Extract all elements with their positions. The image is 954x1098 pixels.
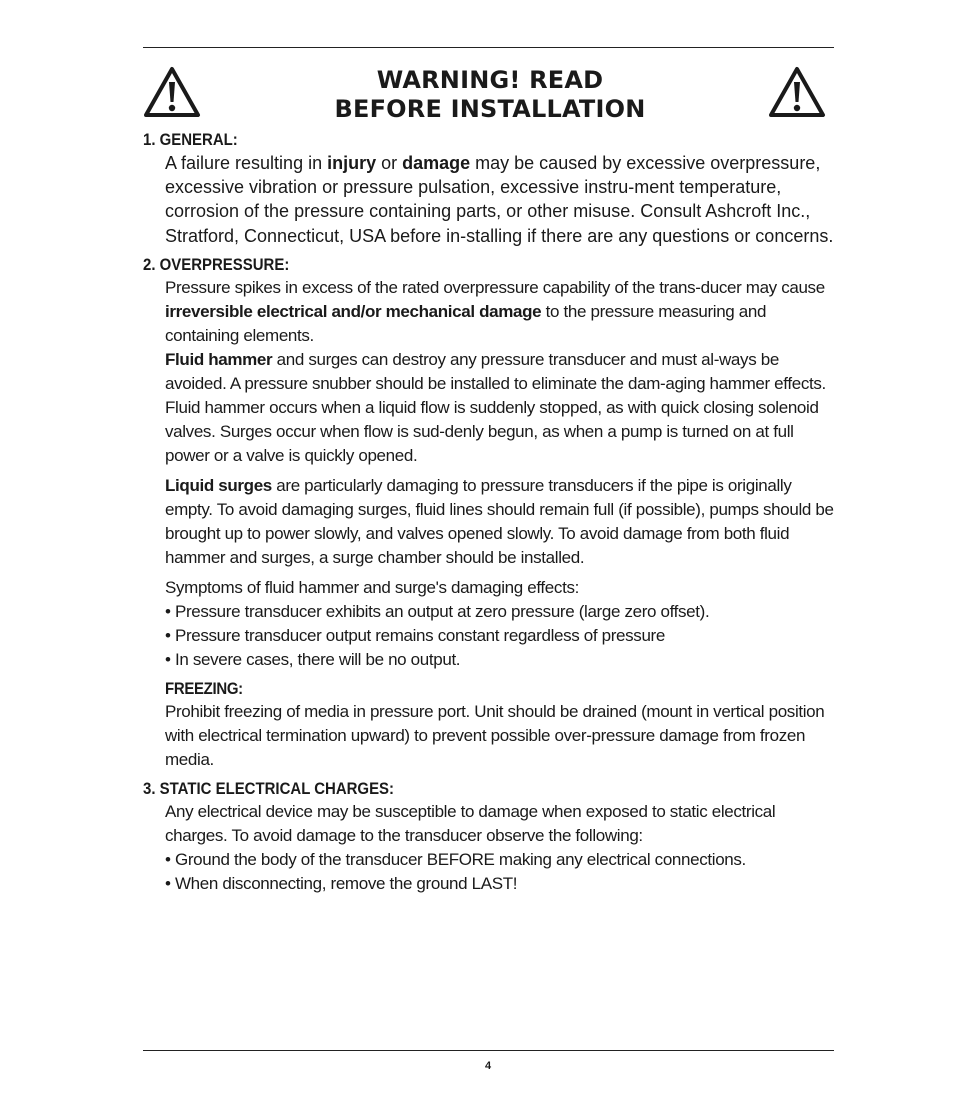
fluid-hammer-paragraph — [165, 348, 838, 468]
section-body-static — [165, 800, 838, 896]
symptom-bullet: • In severe cases, there will be no output. — [165, 649, 461, 669]
bold-damage: damage — [402, 153, 471, 173]
page-title — [240, 66, 740, 124]
static-paragraph: Any electrical device may be susceptible to damage when exposed to static electrical charges. To avoid damage to the transducer observe the following: — [165, 801, 776, 845]
bold-irreversible-damage: irreversible electrical and/or mechanical damage — [165, 301, 542, 321]
overpressure-paragraph-1 — [165, 276, 838, 348]
static-bullet: • Ground the body of the transducer BEFORE making any electrical connections. — [165, 849, 746, 869]
text-run: may be caused by excessive overpressure, excessive vibration or pressure pulsation, excessive instru-ment temperature, corrosion of the pressure containing parts, or other misuse. Consult Ashcroft Inc., Stratford, Connecticut, USA before in-stalling if there are any questions or concerns. — [165, 153, 834, 246]
top-rule — [143, 47, 834, 48]
section-body-general — [165, 151, 838, 248]
bold-liquid-surges: Liquid surges — [165, 475, 272, 495]
text-run: and surges can destroy any pressure transducer and must al-ways be avoided. A pressure snubber should be installed to eliminate the dam-aging hammer effects. Fluid hammer occurs when a liquid flow is suddenly stopped, as with quick closing solenoid valves. Surges occur when flow is sud-denly begun, as when a pump is turned on at full power or a valve is quickly opened. — [165, 349, 826, 465]
text-run: Pressure spikes in excess of the rated overpressure capability of the trans-ducer may cause — [165, 277, 825, 297]
text-run: or — [376, 153, 403, 173]
text-run: to the pressure measuring and containing elements. — [165, 301, 767, 345]
symptoms-intro: Symptoms of fluid hammer and surge's damaging effects: — [165, 577, 579, 597]
text-run: are particularly damaging to pressure transducers if the pipe is originally empty. To avoid damaging surges, fluid lines should remain full (if possible), pumps should be brought up to power slowly, and valves opened slowly. To avoid damage from both fluid hammer and surges, a surge chamber should be installed. — [165, 475, 834, 567]
bold-fluid-hammer: Fluid hammer — [165, 349, 273, 369]
title-line-1: WARNING! READ — [376, 66, 604, 94]
liquid-surges-paragraph — [165, 474, 838, 570]
bold-injury: injury — [327, 153, 377, 173]
page-number: 4 — [484, 1060, 492, 1072]
freezing-paragraph: Prohibit freezing of media in pressure port. Unit should be drained (mount in vertical position with electrical termination upward) to prevent possible over-pressure damage from frozen media. — [165, 701, 825, 769]
section-heading-general: 1. GENERAL: — [143, 130, 238, 149]
warning-triangle-icon — [768, 66, 826, 118]
bottom-rule — [143, 1050, 834, 1051]
general-paragraph — [165, 151, 838, 248]
section-heading-static: 3. STATIC ELECTRICAL CHARGES: — [143, 778, 395, 798]
warning-triangle-icon — [143, 66, 201, 118]
text-run: A failure resulting in — [165, 153, 328, 173]
section-body-overpressure — [165, 276, 838, 772]
section-heading-overpressure: 2. OVERPRESSURE: — [143, 254, 290, 274]
symptom-bullet: • Pressure transducer exhibits an output at zero pressure (large zero offset). — [165, 601, 710, 621]
title-line-2: BEFORE INSTALLATION — [334, 95, 646, 123]
static-bullet: • When disconnecting, remove the ground LAST! — [165, 873, 518, 893]
warning-content — [143, 129, 838, 896]
symptom-bullet: • Pressure transducer output remains constant regardless of pressure — [165, 625, 665, 645]
freezing-heading: FREEZING: — [165, 678, 243, 698]
